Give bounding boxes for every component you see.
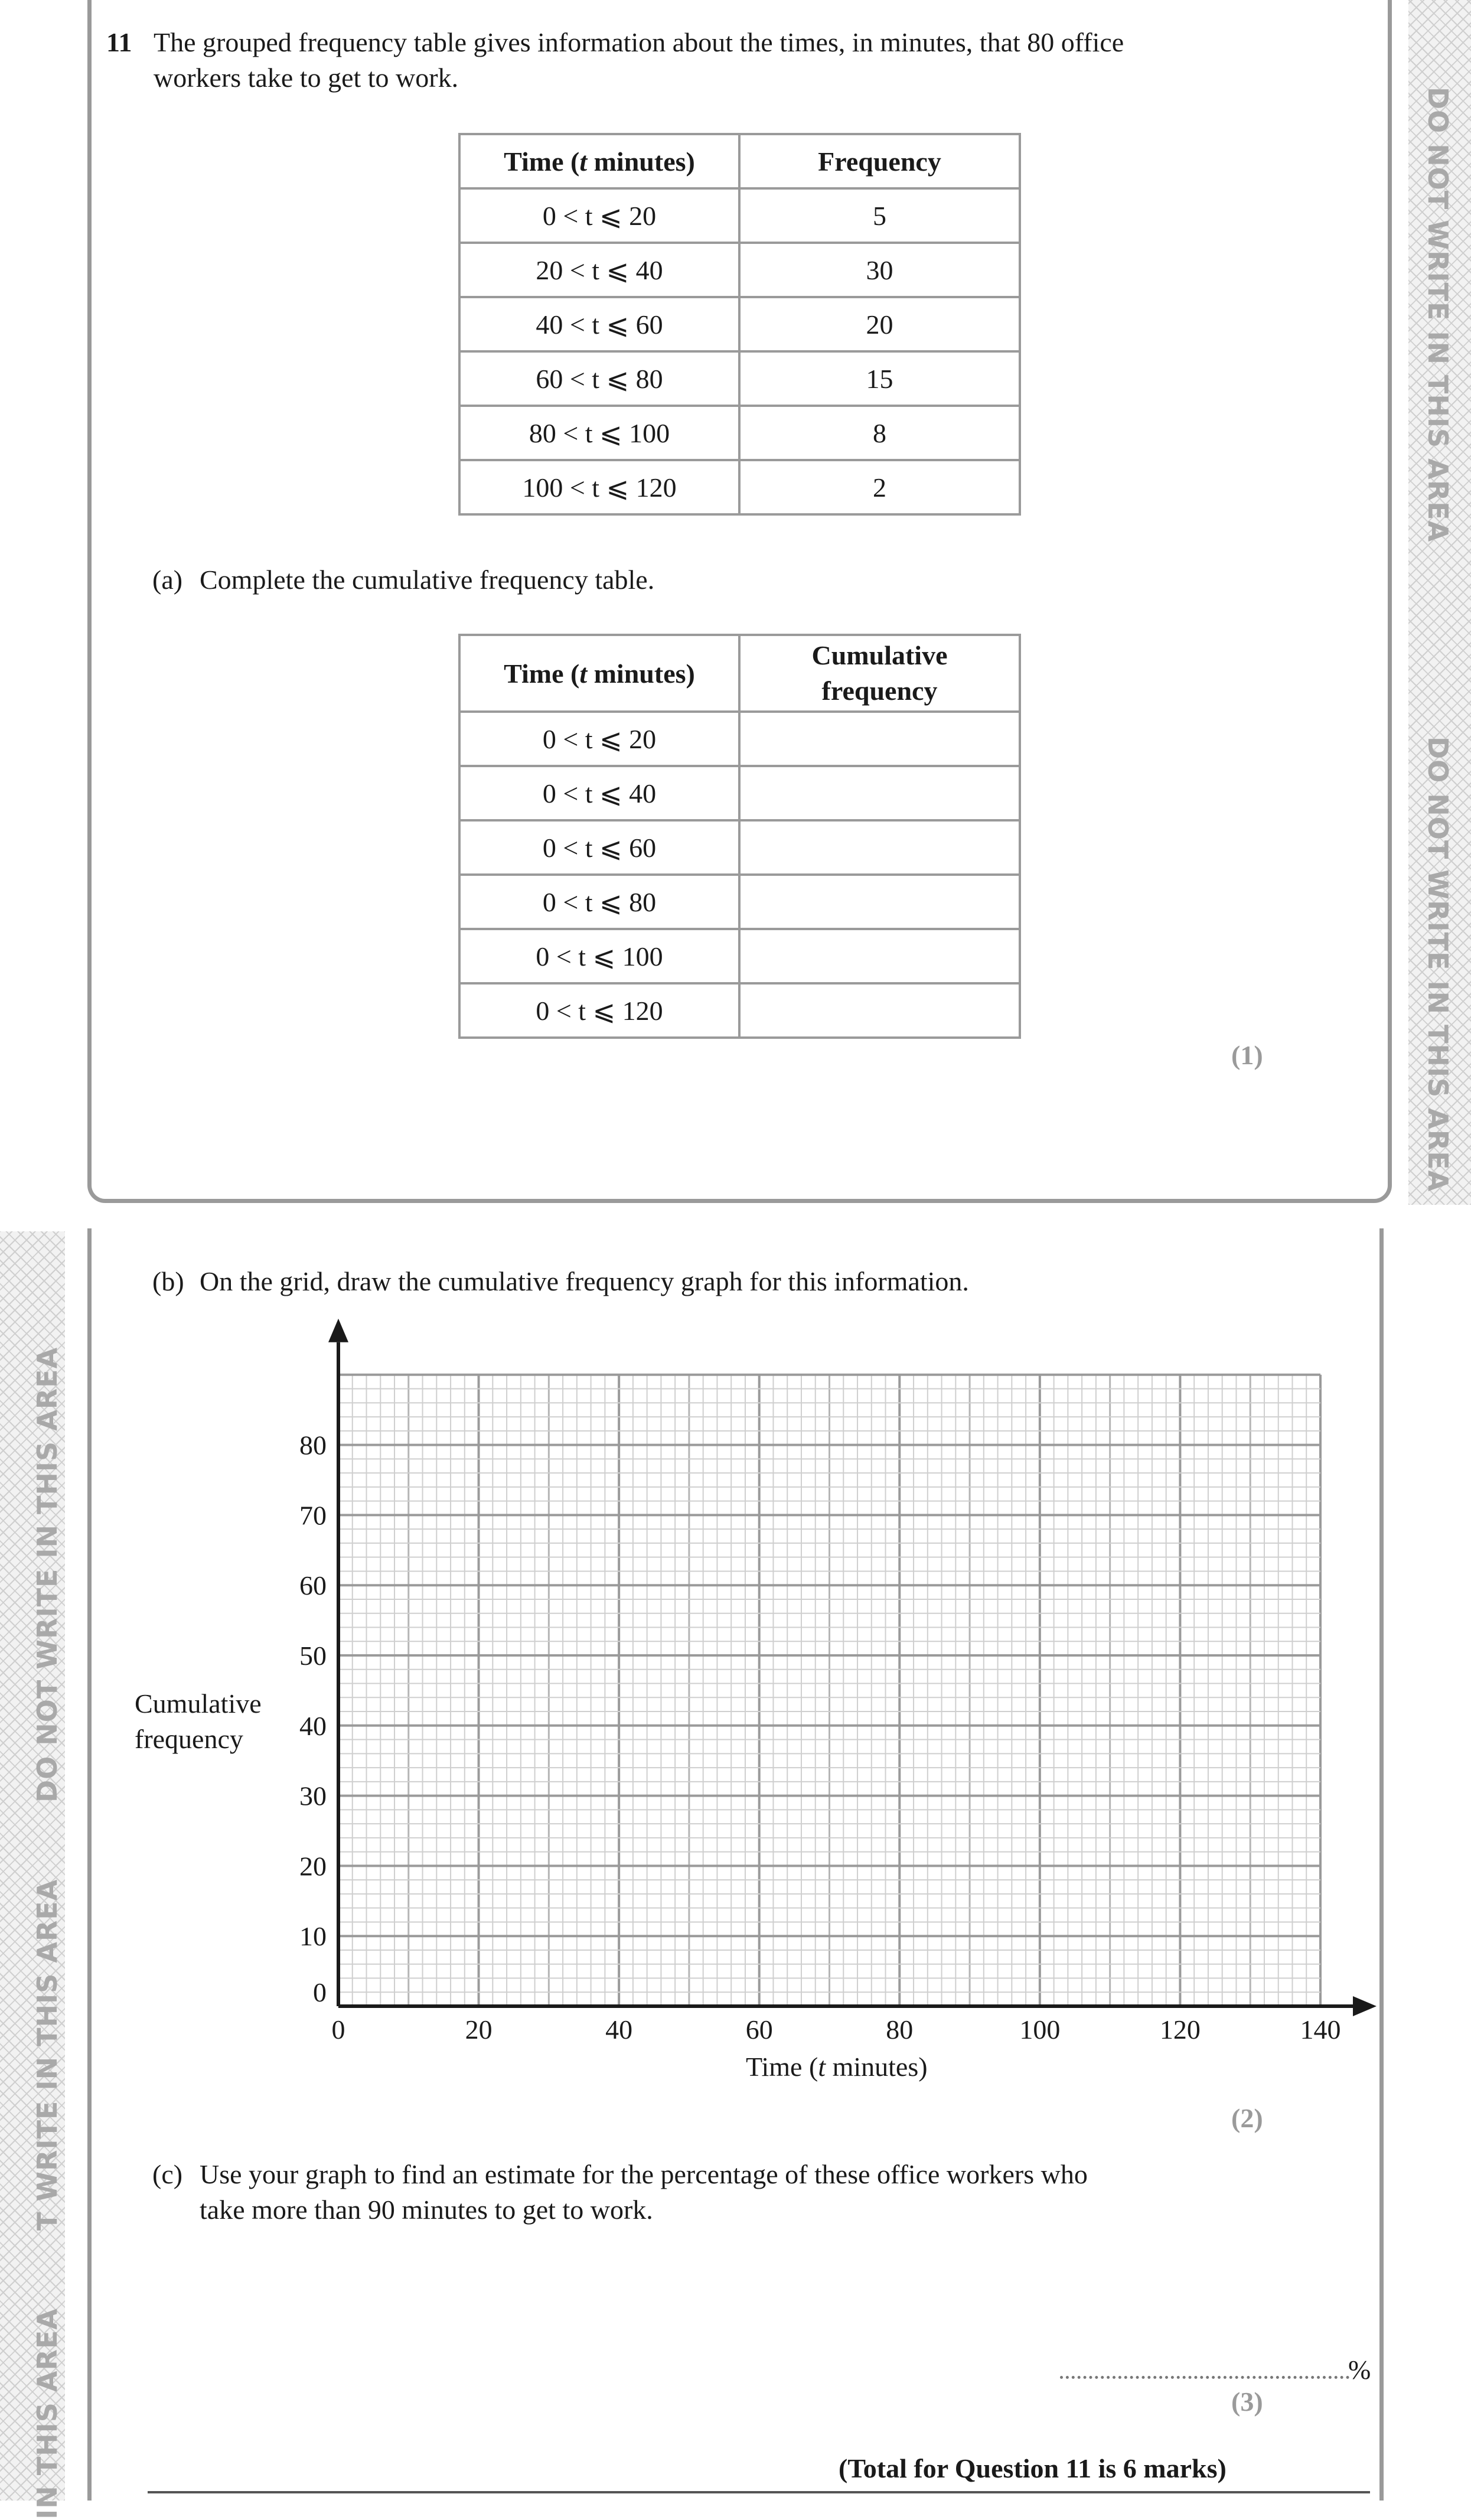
freq-interval: 80 < t ⩽ 100	[459, 406, 739, 460]
left-margin-text-bottom: IN THIS AREA	[31, 2308, 63, 2519]
left-margin-text-mid: T WRITE IN THIS AREA	[31, 1879, 63, 2231]
y-axis-label-line1: Cumulative	[135, 1688, 262, 1719]
freq-value: 30	[739, 243, 1020, 297]
freq-interval: 20 < t ⩽ 40	[459, 243, 739, 297]
freq-value: 8	[739, 406, 1020, 460]
cum-header-line2: frequency	[821, 676, 938, 706]
x-axis-arrowhead	[1353, 1996, 1377, 2016]
freq-interval: 0 < t ⩽ 20	[459, 188, 739, 243]
freq-value: 5	[739, 188, 1020, 243]
y-tick-label: 70	[299, 1500, 327, 1531]
y-tick-label: 50	[299, 1641, 327, 1671]
total-marks: (Total for Question 11 is 6 marks)	[839, 2453, 1227, 2483]
answer-line[interactable]	[1060, 2376, 1349, 2379]
y-tick-label: 40	[299, 1710, 327, 1741]
right-margin-text-top: DO NOT WRITE IN THIS AREA	[1422, 87, 1454, 543]
y-tick-label: 10	[299, 1921, 327, 1952]
x-tick-label: 140	[1300, 2014, 1341, 2045]
freq-interval: 100 < t ⩽ 120	[459, 460, 739, 514]
question-number: 11	[106, 27, 132, 57]
part-c-text-line2: take more than 90 minutes to get to work.	[200, 2195, 653, 2225]
part-b-marks: (2)	[1231, 2103, 1263, 2133]
freq-interval: 60 < t ⩽ 80	[459, 351, 739, 406]
cum-table-header-time: Time (t minutes)	[459, 635, 739, 712]
y-tick-label: 60	[299, 1570, 327, 1601]
cum-interval: 0 < t ⩽ 20	[459, 712, 739, 766]
answer-unit: %	[1348, 2355, 1371, 2385]
part-a-marks: (1)	[1231, 1040, 1263, 1070]
left-margin-text-top: DO NOT WRITE IN THIS AREA	[31, 1347, 63, 1802]
freq-value: 2	[739, 460, 1020, 514]
part-b-text: On the grid, draw the cumulative frequency graph for this information.	[200, 1266, 969, 1296]
cum-interval: 0 < t ⩽ 60	[459, 820, 739, 875]
question-intro-line1: The grouped frequency table gives information about the times, in minutes, that 80 office	[154, 27, 1124, 57]
cum-interval: 0 < t ⩽ 120	[459, 983, 739, 1038]
part-b-label: (b)	[152, 1266, 184, 1296]
freq-interval: 40 < t ⩽ 60	[459, 297, 739, 351]
y-tick-label: 0	[313, 1977, 327, 2007]
freq-table-header-time: Time (t minutes)	[459, 134, 739, 188]
question-intro-line2: workers take to get to work.	[154, 63, 459, 93]
part-a-label: (a)	[152, 565, 183, 595]
x-tick-label: 20	[465, 2014, 492, 2045]
x-tick-label: 0	[331, 2014, 345, 2045]
x-tick-label: 120	[1159, 2014, 1201, 2045]
y-tick-label: 30	[299, 1781, 327, 1811]
part-c-text-line1: Use your graph to find an estimate for the percentage of these office workers who	[200, 2159, 1088, 2189]
total-rule	[148, 2491, 1370, 2493]
freq-value: 20	[739, 297, 1020, 351]
y-axis-label-line2: frequency	[135, 1724, 243, 1754]
right-margin-text-mid: DO NOT WRITE IN THIS AREA	[1422, 736, 1454, 1192]
x-tick-label: 40	[605, 2014, 633, 2045]
y-tick-label: 20	[299, 1851, 327, 1882]
x-axis-label: Time (t minutes)	[746, 2052, 928, 2082]
x-tick-label: 100	[1019, 2014, 1061, 2045]
y-tick-label: 80	[299, 1430, 327, 1461]
part-a-text: Complete the cumulative frequency table.	[200, 565, 655, 595]
cum-interval: 0 < t ⩽ 40	[459, 766, 739, 820]
x-tick-label: 60	[745, 2014, 773, 2045]
part-c-marks: (3)	[1231, 2387, 1263, 2417]
y-axis-arrowhead	[328, 1319, 348, 1342]
cum-header-line1: Cumulative	[811, 640, 948, 670]
freq-table-header-frequency: Frequency	[739, 134, 1020, 188]
part-c-label: (c)	[152, 2159, 183, 2189]
cum-interval: 0 < t ⩽ 100	[459, 929, 739, 983]
cum-interval: 0 < t ⩽ 80	[459, 875, 739, 929]
x-tick-label: 80	[886, 2014, 914, 2045]
freq-value: 15	[739, 351, 1020, 406]
